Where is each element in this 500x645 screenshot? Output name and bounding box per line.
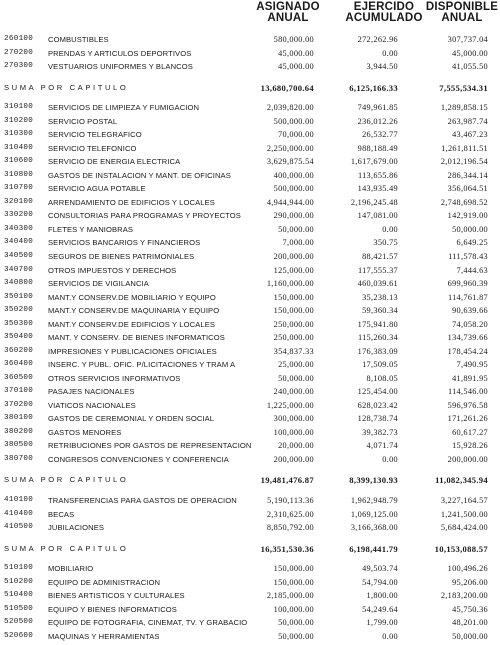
disponible-value: 45,750.36: [452, 604, 488, 614]
account-code: 340800: [4, 279, 34, 287]
ejercido-value: 17,509.05: [362, 360, 398, 370]
ejercido-value: 4,071.74: [366, 441, 398, 451]
ejercido-value: 1,069,125.00: [350, 509, 398, 519]
ejercido-value: 460,039.61: [357, 279, 398, 288]
table-row: [0, 306, 500, 319]
account-code: 410500: [4, 523, 34, 531]
ejercido-value: 113,655.86: [357, 170, 398, 180]
summary-row: [0, 83, 500, 96]
account-code: 310600: [4, 157, 34, 166]
disponible-value: 90,639.66: [452, 306, 488, 316]
table-row: [0, 496, 500, 509]
ejercido-value: 1,799.00: [366, 618, 398, 628]
account-code: 310100: [4, 103, 34, 112]
disponible-value: 7,555,534.31: [439, 82, 488, 93]
table-row: [0, 293, 500, 306]
account-code: 370200: [4, 400, 34, 409]
disponible-value: 286,344.14: [447, 170, 488, 180]
disponible-value: 60,617.27: [452, 427, 488, 437]
account-code: 330200: [4, 211, 34, 220]
asignado-value: 50,000.00: [278, 373, 314, 383]
account-description: VIATICOS NACIONALES: [48, 400, 136, 410]
table-row: [0, 360, 500, 373]
disponible-value: 596,976.58: [447, 400, 488, 410]
ejercido-value: 117,555.37: [357, 265, 398, 275]
ejercido-value: 125,454.00: [357, 387, 398, 397]
disponible-value: 7,444.63: [456, 265, 488, 275]
account-code: 410100: [4, 496, 34, 504]
table-row: [0, 49, 500, 62]
table-row: [0, 428, 500, 441]
account-description: PRENDAS Y ARTICULOS DEPORTIVOS: [48, 48, 192, 58]
asignado-value: 8,850,792.00: [266, 523, 314, 532]
account-code: 380500: [4, 441, 34, 450]
account-description: GASTOS DE CEREMONIAL Y ORDEN SOCIAL: [48, 414, 215, 424]
asignado-value: 150,000.00: [273, 292, 314, 302]
disponible-value: 307,737.04: [447, 35, 488, 44]
table-row: [0, 523, 500, 536]
account-description: VESTUARIOS UNIFORMES Y BLANCOS: [48, 62, 193, 72]
asignado-value: 500,000.00: [273, 184, 314, 194]
disponible-value: 6,649.25: [456, 238, 488, 248]
account-code: 380100: [4, 414, 34, 423]
asignado-value: 354,837.33: [273, 346, 314, 356]
ejercido-value: 128,738.74: [357, 414, 398, 424]
asignado-value: 70,000.00: [278, 130, 314, 140]
account-code: 260100: [4, 35, 34, 43]
account-code: 320100: [4, 197, 34, 206]
table-row: [0, 184, 500, 197]
ejercido-value: 0.00: [382, 48, 398, 58]
account-description: EQUIPO DE ADMINISTRACION: [48, 577, 161, 587]
account-description: SERVICIO DE ENERGIA ELECTRICA: [48, 157, 181, 167]
account-description: BECAS: [48, 509, 75, 519]
account-description: PASAJES NACIONALES: [48, 387, 135, 397]
account-code: 380200: [4, 427, 34, 436]
ejercido-value: 59,360.34: [362, 306, 398, 316]
table-row: [0, 374, 500, 387]
asignado-value: 580,000.00: [273, 35, 314, 44]
summary-label: SUMA POR CAPITULO: [4, 82, 129, 92]
disponible-value: 356,064.51: [447, 184, 488, 194]
account-description: EQUIPO Y BIENES INFORMATICOS: [48, 604, 177, 614]
ejercido-value: 988,188.49: [357, 143, 398, 153]
asignado-value: 5,190,113.36: [267, 496, 314, 505]
account-description: RETRIBUCIONES POR GASTOS DE REPRESENTACION: [48, 441, 252, 451]
disponible-value: 15,928.26: [452, 441, 488, 451]
disponible-value: 10,153,088.57: [434, 543, 488, 554]
disponible-value: 11,082,345.94: [435, 475, 488, 486]
account-description: GASTOS MENORES: [48, 427, 122, 437]
table-row: [0, 618, 500, 631]
account-description: SERVICIO TELEFONICO: [48, 143, 137, 153]
account-code: 310700: [4, 184, 34, 193]
account-code: 310200: [4, 116, 34, 125]
account-description: SERVICIOS DE LIMPIEZA Y FUMIGACION: [48, 103, 200, 113]
summary-row: [0, 475, 500, 488]
asignado-value: 150,000.00: [273, 564, 314, 574]
ejercido-value: 3,166,368.00: [350, 523, 398, 532]
disponible-value: 1,261,811.51: [441, 143, 488, 153]
ejercido-value: 0.00: [382, 224, 398, 234]
summary-label: SUMA POR CAPITULO: [4, 475, 129, 485]
table-row: [0, 333, 500, 346]
disponible-value: 43,467.23: [452, 130, 488, 140]
disponible-value: 142,919.00: [447, 211, 488, 221]
table-row: [0, 117, 500, 130]
ejercido-value: 54,249.64: [362, 604, 398, 614]
summary-label: SUMA POR CAPITULO: [4, 543, 129, 553]
disponible-value: 41,891.95: [452, 373, 488, 383]
asignado-value: 200,000.00: [273, 454, 314, 464]
account-description: TRANSFERENCIAS PARA GASTOS DE OPERACION: [48, 496, 237, 505]
ejercido-value: 8,108.05: [366, 373, 398, 383]
account-description: FLETES Y MANIOBRAS: [48, 224, 134, 234]
asignado-value: 250,000.00: [273, 319, 314, 329]
account-description: OTROS IMPUESTOS Y DERECHOS: [48, 265, 177, 275]
table-row: [0, 387, 500, 400]
ejercido-value: 147,081.00: [357, 211, 398, 221]
table-row: [0, 35, 500, 48]
table-row: [0, 564, 500, 577]
asignado-value: 125,000.00: [273, 265, 314, 275]
asignado-value: 290,000.00: [273, 211, 314, 221]
table-row: [0, 266, 500, 279]
table-row: [0, 455, 500, 468]
table-row: [0, 414, 500, 427]
asignado-value: 2,039,820.00: [266, 103, 314, 113]
disponible-value: 5,684,424.00: [440, 523, 488, 532]
ejercido-value: 236,012.26: [357, 116, 398, 126]
asignado-value: 1,160,000.00: [266, 279, 314, 288]
account-description: INSERC. Y PUBL. OFIC. P/LICITACIONES Y TRAM A: [48, 360, 236, 370]
table-row: [0, 211, 500, 224]
account-description: SERVICIOS DE VIGILANCIA: [48, 279, 149, 288]
asignado-value: 250,000.00: [273, 333, 314, 343]
account-description: SEGUROS DE BIENES PATRIMONIALES: [48, 252, 195, 261]
asignado-value: 2,250,000.00: [266, 143, 314, 153]
table-row: [0, 441, 500, 454]
ejercido-value: 175,941.80: [357, 319, 398, 329]
account-code: 410400: [4, 509, 34, 518]
ejercido-value: 749,961.85: [357, 103, 398, 113]
summary-row: [0, 544, 500, 557]
asignado-value: 500,000.00: [273, 116, 314, 126]
account-code: 310400: [4, 143, 34, 152]
account-description: SERVICIO AGUA POTABLE: [48, 184, 146, 194]
account-code: 350300: [4, 319, 34, 328]
account-code: 510500: [4, 604, 34, 613]
disponible-value: 134,739.66: [447, 333, 488, 343]
asignado-value: 2,185,000.00: [266, 591, 314, 601]
account-description: MANT.Y CONSERV.DE EDIFICIOS Y LOCALES: [48, 319, 216, 329]
disponible-value: 50,000.00: [452, 224, 488, 234]
asignado-value: 150,000.00: [273, 306, 314, 316]
ejercido-value: 8,399,130.93: [349, 475, 398, 486]
disponible-value: 74,058.20: [452, 319, 488, 329]
table-row: [0, 320, 500, 333]
asignado-value: 200,000.00: [273, 252, 314, 261]
disponible-value: 100,496.26: [447, 564, 488, 574]
account-code: 510100: [4, 564, 34, 573]
account-code: 270200: [4, 48, 34, 57]
disponible-value: 48,201.00: [452, 618, 488, 628]
account-description: MANT. Y CONSERV. DE BIENES INFORMATICOS: [48, 333, 225, 343]
account-code: 270300: [4, 62, 34, 71]
account-code: 360400: [4, 360, 34, 369]
disponible-value: 3,227,164.57: [440, 496, 488, 505]
account-description: CONGRESOS CONVENCIONES Y CONFERENCIA: [48, 454, 229, 464]
asignado-value: 7,000.00: [282, 238, 314, 248]
asignado-value: 300,000.00: [273, 414, 314, 424]
header-asignado-anual: [238, 2, 338, 24]
account-code: 360500: [4, 373, 34, 382]
asignado-value: 100,000.00: [273, 604, 314, 614]
disponible-value: 41,055.50: [452, 62, 488, 72]
asignado-value: 4,944,944.00: [266, 197, 314, 207]
disponible-value: 111,578.43: [448, 252, 488, 261]
asignado-value: 50,000.00: [278, 224, 314, 234]
disponible-value: 2,183,200.00: [440, 591, 488, 601]
table-row: [0, 238, 500, 251]
ejercido-value: 115,260.34: [357, 333, 398, 343]
disponible-value: 45,000.00: [452, 48, 488, 58]
account-description: EQUIPO DE FOTOGRAFIA, CINEMAT, TV. Y GRABACIO: [48, 618, 248, 628]
table-row: [0, 279, 500, 292]
account-description: SERVICIO TELEGRAFICO: [48, 130, 142, 140]
table-row: [0, 130, 500, 143]
account-code: 370100: [4, 387, 34, 396]
table-row: [0, 157, 500, 170]
ejercido-value: 1,962,948.79: [350, 496, 398, 505]
asignado-value: 50,000.00: [278, 618, 314, 628]
account-code: 340400: [4, 238, 34, 247]
ejercido-value: 176,383.09: [357, 346, 398, 356]
table-row: [0, 198, 500, 211]
header-ejercido-line2: ACUMULADO: [345, 12, 423, 24]
ejercido-value: 0.00: [382, 454, 398, 464]
asignado-value: 13,680,700.64: [260, 82, 314, 93]
account-description: MANT.Y CONSERV.DE MAQUINARIA Y EQUIPO: [48, 306, 220, 316]
ejercido-value: 350.75: [373, 238, 398, 248]
disponible-value: 200,000.00: [447, 454, 488, 464]
asignado-value: 400,000.00: [273, 170, 314, 180]
disponible-value: 95,206.00: [452, 577, 488, 587]
asignado-value: 1,225,000.00: [266, 400, 314, 410]
account-code: 510200: [4, 577, 34, 586]
ejercido-value: 39,382.73: [362, 427, 398, 437]
account-code: 510400: [4, 591, 34, 600]
disponible-value: 171,261.26: [447, 414, 488, 424]
account-code: 310800: [4, 170, 34, 179]
table-row: [0, 510, 500, 523]
account-description: GASTOS DE INSTALACION Y MANT. DE OFICINAS: [48, 170, 231, 180]
account-description: SERVICIO POSTAL: [48, 116, 118, 126]
ejercido-value: 26,532.77: [362, 130, 398, 140]
table-row: [0, 62, 500, 75]
ejercido-value: 628,023.42: [357, 400, 398, 410]
ejercido-value: 1,800.00: [366, 591, 398, 601]
account-description: MOBILIARIO: [48, 564, 94, 574]
header-asignado-line1: ASIGNADO: [256, 1, 320, 13]
account-code: 520500: [4, 618, 34, 627]
table-row: [0, 171, 500, 184]
account-description: SERVICIOS BANCARIOS Y FINANCIEROS: [48, 238, 201, 248]
asignado-value: 100,000.00: [273, 427, 314, 437]
asignado-value: 19,481,476.87: [260, 475, 314, 486]
ejercido-value: 54,794.00: [362, 577, 398, 587]
account-description: COMBUSTIBLES: [48, 35, 109, 44]
header-asignado-line2: ANUAL: [267, 12, 309, 24]
asignado-value: 240,000.00: [273, 387, 314, 397]
disponible-value: 699,960.39: [447, 279, 488, 288]
account-description: OTROS SERVICIOS INFORMATIVOS: [48, 373, 181, 383]
asignado-value: 20,000.00: [278, 441, 314, 451]
ejercido-value: 143,935.49: [357, 184, 398, 194]
disponible-value: 114,546.00: [447, 387, 488, 397]
account-code: 340700: [4, 265, 34, 274]
account-code: 520600: [4, 631, 34, 640]
ejercido-value: 88,421.57: [362, 252, 398, 261]
table-row: [0, 347, 500, 360]
ejercido-value: 272,262.96: [357, 35, 398, 44]
disponible-value: 7,490.95: [456, 360, 488, 370]
account-code: 340500: [4, 252, 34, 260]
ejercido-value: 6,125,166.33: [349, 82, 398, 93]
account-description: JUBILACIONES: [48, 523, 105, 532]
disponible-value: 2,012,196.54: [440, 157, 488, 167]
ejercido-value: 0.00: [382, 631, 398, 641]
asignado-value: 45,000.00: [278, 48, 314, 58]
disponible-value: 263,987.74: [447, 116, 488, 126]
account-description: CONSULTORIAS PARA PROGRAMAS Y PROYECTOS: [48, 211, 241, 221]
account-code: 350100: [4, 292, 34, 301]
header-disponible-line2: ANUAL: [441, 12, 483, 24]
asignado-value: 3,629,875.54: [266, 157, 314, 167]
asignado-value: 25,000.00: [278, 360, 314, 370]
asignado-value: 150,000.00: [273, 577, 314, 587]
account-description: BIENES ARTISTICOS Y CULTURALES: [48, 591, 185, 601]
disponible-value: 178,454.24: [447, 346, 488, 356]
header-ejercido-line1: EJERCIDO: [353, 1, 415, 13]
asignado-value: 2,310,625.00: [266, 509, 314, 519]
account-description: ARRENDAMIENTO DE EDIFICIOS Y LOCALES: [48, 197, 215, 207]
asignado-value: 50,000.00: [278, 631, 314, 641]
account-code: 310300: [4, 130, 34, 139]
ejercido-value: 2,196,245.48: [350, 197, 398, 207]
ejercido-value: 1,617,679.00: [350, 157, 398, 167]
table-row: [0, 144, 500, 157]
account-description: MAQUINAS Y HERRAMIENTAS: [48, 631, 160, 641]
table-row: [0, 578, 500, 591]
disponible-value: 1,241,500.00: [440, 509, 488, 519]
account-description: MANT.Y CONSERV.DE MOBILIARIO Y EQUIPO: [48, 292, 216, 302]
account-code: 350400: [4, 333, 34, 342]
account-code: 340300: [4, 224, 34, 233]
account-description: IMPRESIONES Y PUBLICACIONES OFICIALES: [48, 346, 217, 356]
account-code: 380700: [4, 454, 34, 463]
table-row: [0, 401, 500, 414]
table-row: [0, 605, 500, 618]
ejercido-value: 35,238.13: [362, 292, 398, 302]
disponible-value: 1,289,858.15: [440, 103, 488, 113]
disponible-value: 114,761.87: [447, 292, 488, 302]
ejercido-value: 6,198,441.79: [349, 543, 398, 554]
ejercido-value: 3,944.50: [366, 62, 398, 72]
disponible-value: 50,000.00: [452, 631, 488, 641]
ejercido-value: 49,503.74: [362, 564, 398, 574]
header-disponible-anual: [414, 2, 500, 24]
table-row: [0, 103, 500, 116]
asignado-value: 16,351,530.36: [260, 543, 314, 554]
header-disponible-line1: DISPONIBLE: [425, 1, 499, 13]
table-row: [0, 225, 500, 238]
table-row: [0, 591, 500, 604]
account-code: 360200: [4, 346, 34, 355]
table-row: [0, 632, 500, 645]
account-code: 350200: [4, 306, 34, 315]
asignado-value: 45,000.00: [278, 62, 314, 72]
disponible-value: 2,748,698.52: [440, 197, 488, 207]
table-row: [0, 252, 500, 265]
